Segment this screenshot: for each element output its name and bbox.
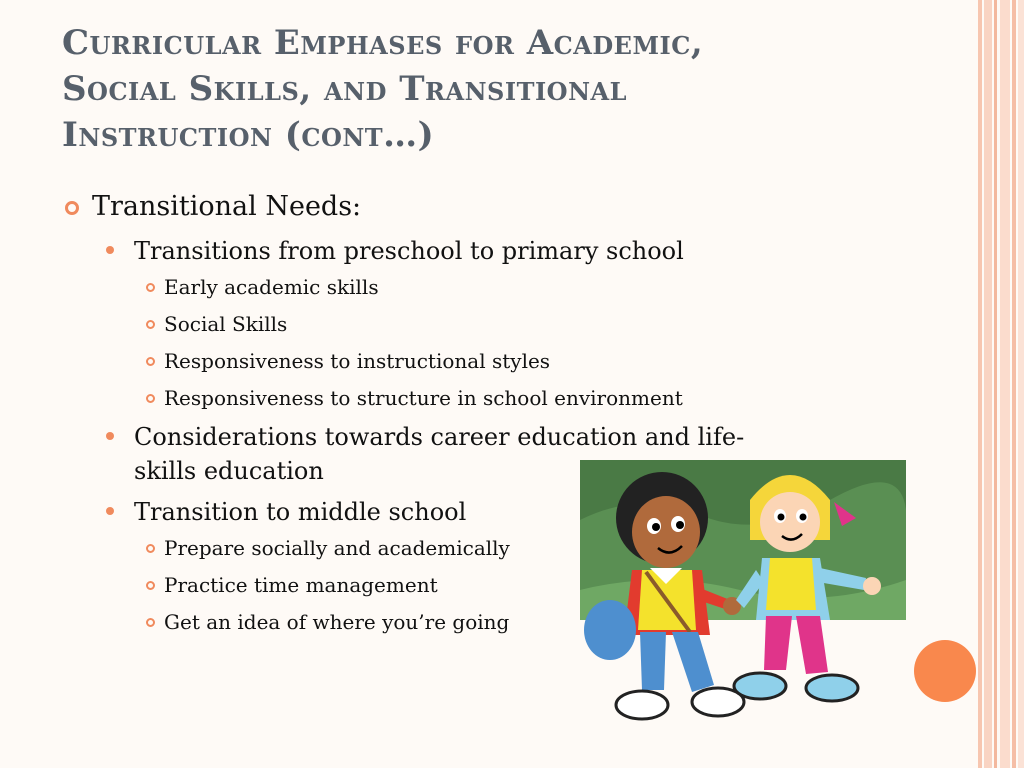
item-text: Responsiveness to structure in school environment xyxy=(164,386,683,410)
small-ring-bullet-icon xyxy=(146,618,155,627)
small-ring-bullet-icon xyxy=(146,581,155,590)
level2-item xyxy=(62,234,822,413)
small-ring-bullet-icon xyxy=(146,357,155,366)
section-heading: Transitional Needs: xyxy=(92,191,362,222)
level3-item xyxy=(62,383,822,413)
item-text: Responsiveness to instructional styles xyxy=(164,349,551,373)
item-text: Early academic skills xyxy=(164,275,379,299)
small-ring-bullet-icon xyxy=(146,320,155,329)
dot-bullet-icon xyxy=(106,246,114,254)
title-line-1: Curricular Emphases for Academic, xyxy=(62,23,704,63)
level3-item xyxy=(62,309,822,339)
small-ring-bullet-icon xyxy=(146,544,155,553)
children-walking-icon xyxy=(580,460,906,750)
dot-bullet-icon xyxy=(106,432,114,440)
small-ring-bullet-icon xyxy=(146,394,155,403)
decorative-circle xyxy=(914,640,976,702)
level3-item xyxy=(62,272,822,302)
title-line-2: Social Skills, and Transitional xyxy=(62,69,628,109)
children-clipart xyxy=(580,460,906,750)
slide-title xyxy=(62,20,962,158)
item-text: Get an idea of where you’re going xyxy=(164,610,510,634)
item-text: Prepare socially and academically xyxy=(164,536,510,560)
title-line-3: Instruction (cont…) xyxy=(62,115,435,155)
side-stripes xyxy=(978,0,1024,768)
group-label: Transitions from preschool to primary school xyxy=(134,237,684,265)
dot-bullet-icon xyxy=(106,507,114,515)
ring-bullet-icon xyxy=(65,201,79,215)
item-text: Practice time management xyxy=(164,573,438,597)
small-ring-bullet-icon xyxy=(146,283,155,292)
level3-item xyxy=(62,346,822,376)
group-label-line-2: skills education xyxy=(134,457,324,485)
group-label-line-1: Considerations towards career education and life- xyxy=(134,423,745,451)
group-label: Transition to middle school xyxy=(134,498,467,526)
item-text: Social Skills xyxy=(164,312,288,336)
